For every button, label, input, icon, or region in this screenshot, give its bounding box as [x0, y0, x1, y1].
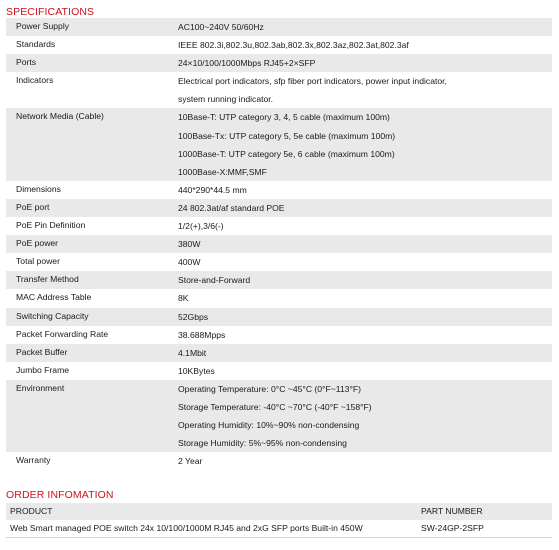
spec-value-line: Operating Humidity: 10%~90% non-condensing [178, 420, 360, 431]
spec-row [6, 253, 552, 271]
spec-value-line: 24×10/100/1000Mbps RJ45+2×SFP [178, 58, 316, 69]
spec-row [6, 452, 552, 470]
spec-value-line: Storage Humidity: 5%~95% non-condensing [178, 438, 347, 449]
spec-value [168, 362, 552, 380]
spec-value [168, 199, 552, 217]
spec-value [168, 344, 552, 362]
spec-label: Network Media (Cable) [6, 108, 168, 180]
spec-label: Dimensions [16, 183, 61, 194]
spec-value-line: 8K [178, 293, 189, 304]
spec-label: PoE power [6, 235, 168, 253]
spec-value [168, 36, 552, 54]
part-number-column-header: PART NUMBER [417, 503, 552, 520]
spec-row [6, 72, 552, 108]
spec-value-line: 38.688Mpps [178, 329, 226, 340]
spec-label: Standards [16, 39, 56, 50]
spec-value-line: 52Gbps [178, 311, 209, 322]
spec-value [168, 235, 552, 253]
spec-value-line: 10Base-T: UTP category 3, 4, 5 cable (maximum 100m) [178, 112, 390, 123]
spec-value-line: 1000Base-T: UTP category 5e, 6 cable (maximum 100m) [178, 148, 395, 159]
spec-label: MAC Address Table [16, 292, 92, 303]
spec-label: Warranty [16, 455, 51, 466]
spec-row [6, 181, 552, 199]
spec-label: PoE port [6, 199, 168, 217]
spec-row [6, 18, 552, 36]
spec-label: Indicators [16, 75, 54, 86]
spec-value-line: 440*290*44.5 mm [178, 184, 247, 195]
spec-value-line: AC100~240V 50/60Hz [178, 22, 264, 32]
spec-value-line: 400W [178, 257, 201, 268]
spec-label: PoE Pin Definition [16, 220, 86, 231]
spec-value-line: 2 Year [178, 456, 203, 467]
spec-label: Environment [6, 380, 168, 452]
spec-row [6, 199, 552, 217]
spec-row [6, 308, 552, 326]
order-row [6, 520, 552, 538]
spec-value [168, 452, 552, 470]
spec-label: Total power [16, 256, 60, 267]
order-header-row [6, 503, 552, 520]
spec-value [168, 253, 552, 271]
spec-value-line: 1/2(+),3/6(-) [178, 221, 224, 232]
spec-value [168, 308, 552, 326]
spec-value-line: 100Base-Tx: UTP category 5, 5e cable (maximum 100m) [178, 130, 396, 141]
spec-value-line: 380W [178, 239, 201, 250]
order-product: Web Smart managed POE switch 24x 10/100/1000M RJ45 and 2xG SFP ports Built-in 450W [6, 520, 417, 538]
spec-row [6, 344, 552, 362]
spec-value [168, 217, 552, 235]
spec-row [6, 217, 552, 235]
spec-row [6, 36, 552, 54]
spec-row [6, 235, 552, 253]
order-information-heading: ORDER INFOMATION [6, 489, 114, 501]
spec-label: Packet Forwarding Rate [16, 328, 109, 339]
spec-label: Switching Capacity [6, 308, 168, 326]
spec-value-line: IEEE 802.3i,802.3u,802.3ab,802.3x,802.3az,802.3at,802.3af [178, 40, 409, 51]
spec-row [6, 54, 552, 72]
spec-row [6, 362, 552, 380]
spec-value [168, 72, 552, 108]
spec-label: Power Supply [6, 18, 168, 36]
spec-value-line: 10KBytes [178, 365, 215, 376]
spec-value-line: Electrical port indicators, sfp fiber port indicators, power input indicator, [178, 76, 447, 87]
spec-row [6, 271, 552, 289]
spec-value [168, 54, 552, 72]
spec-value-line: Store-and-Forward [178, 275, 251, 286]
spec-label: Ports [6, 54, 168, 72]
spec-value-line: 24 802.3at/af standard POE [178, 202, 285, 213]
spec-label: Transfer Method [6, 271, 168, 289]
specifications-heading: SPECIFICATIONS [6, 6, 95, 18]
spec-value-line: system running indicator. [178, 94, 274, 105]
specifications-table [6, 18, 552, 470]
spec-value [168, 18, 552, 36]
spec-label: Packet Buffer [6, 344, 168, 362]
spec-row [6, 326, 552, 344]
spec-row [6, 108, 552, 180]
spec-label: Jumbo Frame [16, 364, 70, 375]
spec-value-line: Operating Temperature: 0°C ~45°C (0°F~113°F) [178, 383, 362, 394]
spec-value-line: 1000Base-X:MMF,SMF [178, 166, 267, 177]
spec-value [168, 326, 552, 344]
spec-row [6, 289, 552, 307]
product-column-header: PRODUCT [6, 503, 417, 520]
spec-value [168, 271, 552, 289]
spec-row [6, 380, 552, 452]
spec-value [168, 108, 552, 180]
spec-value-line: Storage Temperature: -40°C ~70°C (-40°F ~158°F) [178, 401, 372, 412]
order-information-table [6, 503, 552, 538]
spec-value [168, 289, 552, 307]
order-part-number: SW-24GP-2SFP [417, 520, 552, 538]
spec-value [168, 181, 552, 199]
spec-value [168, 380, 552, 452]
spec-value-line: 4.1Mbit [178, 347, 207, 358]
